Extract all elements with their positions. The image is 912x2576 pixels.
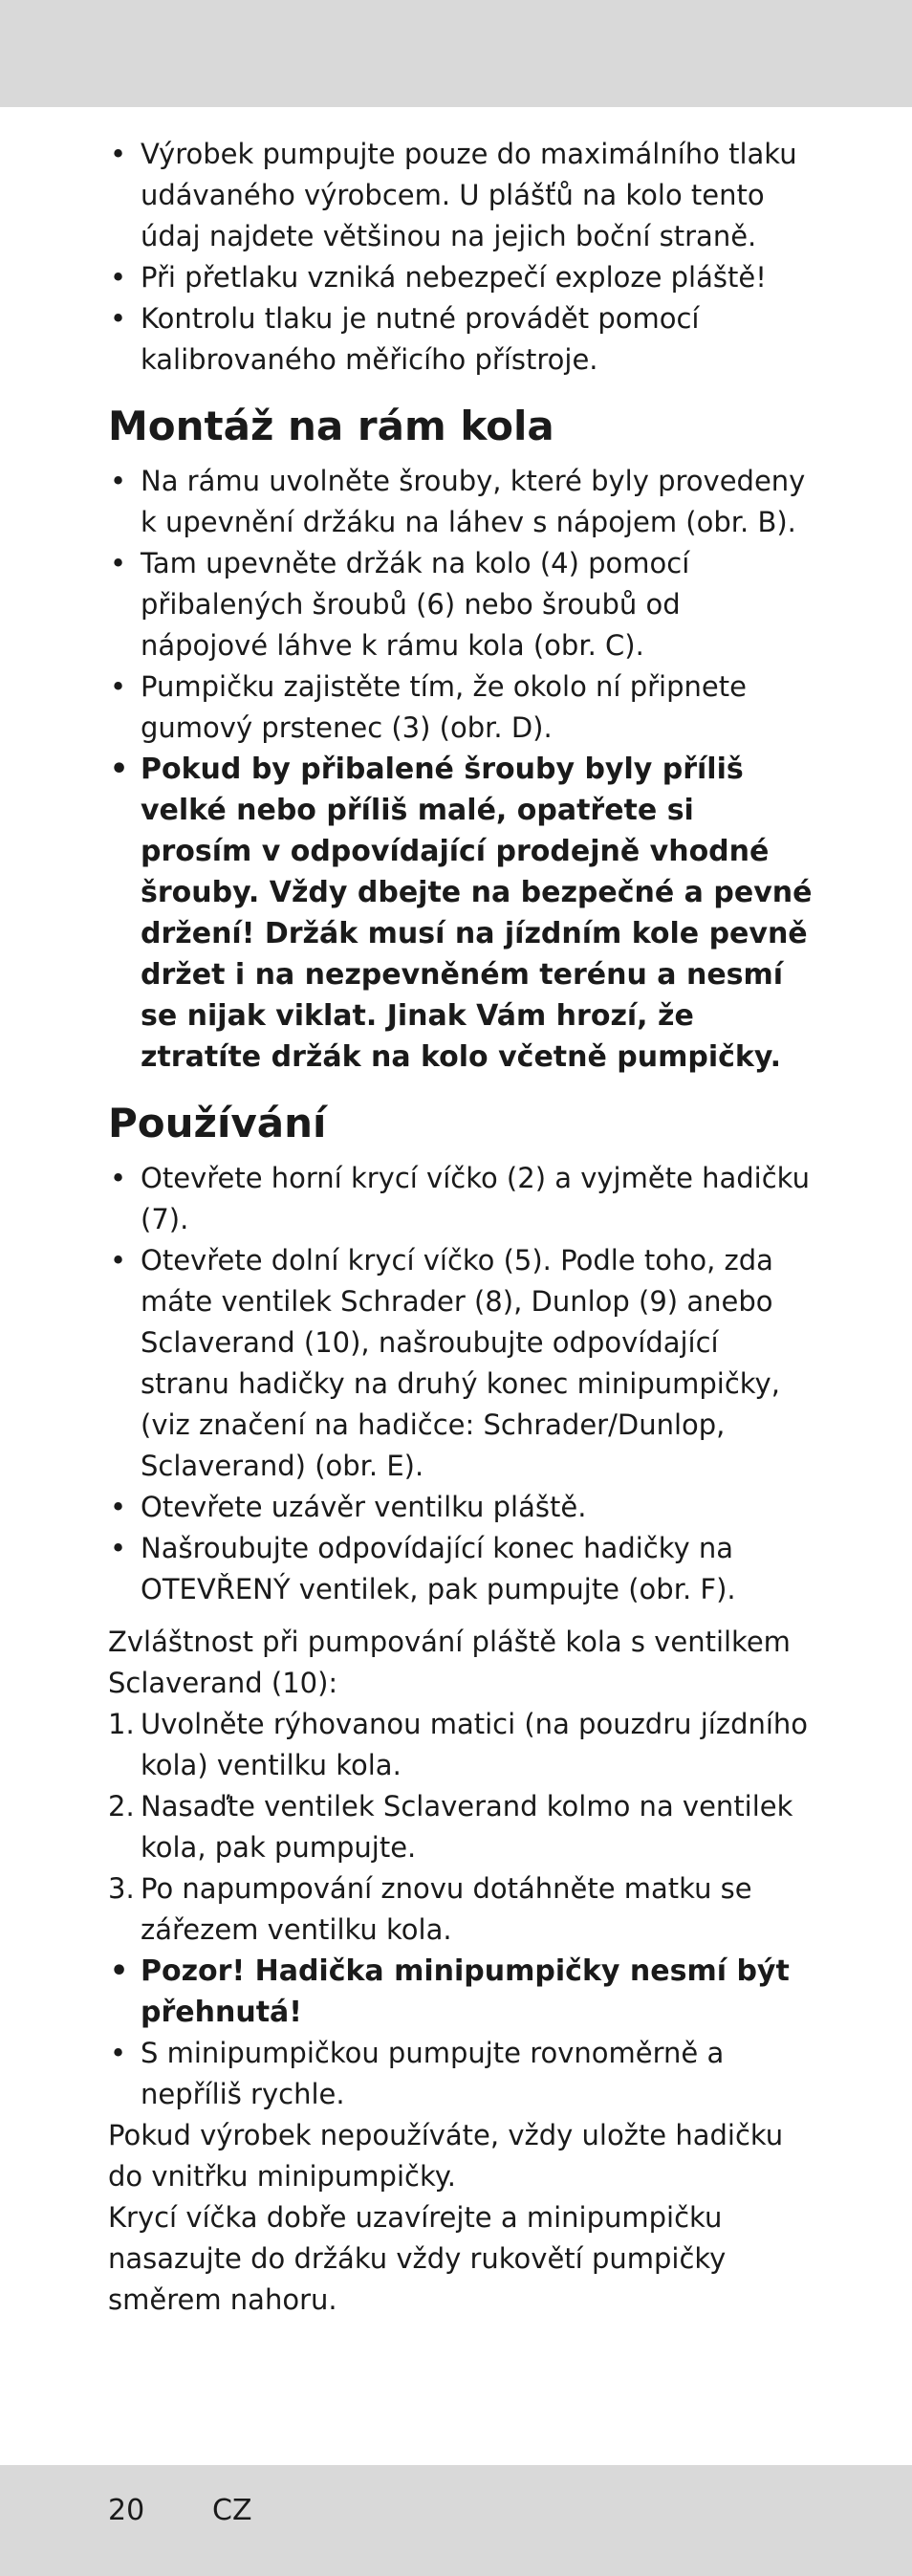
step-number: 3. bbox=[108, 1872, 135, 1905]
step-text: Po napumpování znovu dotáhněte matku se zářezem ventilku kola. bbox=[141, 1872, 752, 1946]
header-band bbox=[0, 0, 912, 107]
step-number: 1. bbox=[108, 1708, 135, 1740]
page-content bbox=[108, 134, 814, 2321]
step-text: Nasaďte ventilek Sclaverand kolmo na ventilek kola, pak pumpujte. bbox=[141, 1790, 793, 1864]
step-text: Uvolněte rýhovanou matici (na pouzdru jízdního kola) ventilku kola. bbox=[141, 1708, 809, 1781]
list-item: • Tam upevněte držák na kolo (4) pomocí přibalených šroubů (6) nebo šroubů od nápojové láhve k rámu kola (obr. C). bbox=[108, 543, 814, 666]
heading-mounting: Montáž na rám kola bbox=[108, 403, 554, 449]
step-item bbox=[108, 1786, 814, 1868]
sclaverand-steps bbox=[108, 1704, 814, 1951]
sclaverand-intro: Zvláštnost při pumpování pláště kola s ventilkem Sclaverand (10): bbox=[108, 1626, 791, 1699]
mounting-warning: • Pokud by přibalené šrouby byly příliš velké nebo příliš malé, opatřete si prosím v odpovídající prodejně vhodné šrouby. Vždy dbejte na bezpečné a pevné držení! Držák musí na jízdním kole pevně držet i na nezpevněném terénu a nesmí se nijak viklat. Jinak Vám hrozí, že ztratíte držák na kolo včetně pumpičky. bbox=[108, 749, 814, 1078]
intro-bullet-list bbox=[108, 134, 814, 381]
list-item: • Kontrolu tlaku je nutné provádět pomocí kalibrovaného měřicího přístroje. bbox=[108, 298, 814, 381]
list-item: • Při přetlaku vzniká nebezpečí exploze pláště! bbox=[108, 257, 814, 298]
list-item: • Našroubujte odpovídající konec hadičky na OTEVŘENÝ ventilek, pak pumpujte (obr. F). bbox=[108, 1528, 814, 1610]
list-item: • Otevřete uzávěr ventilku pláště. bbox=[108, 1487, 814, 1528]
heading-usage: Používání bbox=[108, 1100, 327, 1146]
step-item bbox=[108, 1704, 814, 1786]
usage-warning-list bbox=[108, 1951, 814, 2115]
caps-paragraph: Krycí víčka dobře uzavírejte a minipumpičku nasazujte do držáku vždy rukovětí pumpičky směrem nahoru. bbox=[108, 2201, 727, 2316]
step-item bbox=[108, 1868, 814, 1951]
list-item: • Na rámu uvolněte šrouby, které byly provedeny k upevnění držáku na láhev s nápojem (obr. B). bbox=[108, 461, 814, 543]
usage-bullet-list bbox=[108, 1158, 814, 1610]
list-item: • S minipumpičkou pumpujte rovnoměrně a nepříliš rychle. bbox=[108, 2033, 814, 2115]
list-item: • Pumpičku zajistěte tím, že okolo ní připnete gumový prstenec (3) (obr. D). bbox=[108, 666, 814, 749]
language-code: CZ bbox=[212, 2494, 252, 2527]
list-item: • Výrobek pumpujte pouze do maximálního tlaku udávaného výrobcem. U plášťů na kolo tento údaj najdete většinou na jejich boční straně. bbox=[108, 134, 814, 257]
hose-warning: • Pozor! Hadička minipumpičky nesmí být přehnutá! bbox=[108, 1951, 814, 2033]
mounting-bullet-list bbox=[108, 461, 814, 1078]
page-number: 20 bbox=[108, 2494, 145, 2527]
list-item: • Otevřete horní krycí víčko (2) a vyjměte hadičku (7). bbox=[108, 1158, 814, 1240]
step-number: 2. bbox=[108, 1790, 135, 1823]
storage-paragraph: Pokud výrobek nepoužíváte, vždy uložte hadičku do vnitřku minipumpičky. bbox=[108, 2119, 784, 2193]
list-item: • Otevřete dolní krycí víčko (5). Podle toho, zda máte ventilek Schrader (8), Dunlop (9) anebo Sclaverand (10), našroubujte odpovídající stranu hadičky na druhý konec minipumpičky, (viz značení na hadičce: Schrader/Dunlop, Sclaverand) (obr. E). bbox=[108, 1240, 814, 1487]
